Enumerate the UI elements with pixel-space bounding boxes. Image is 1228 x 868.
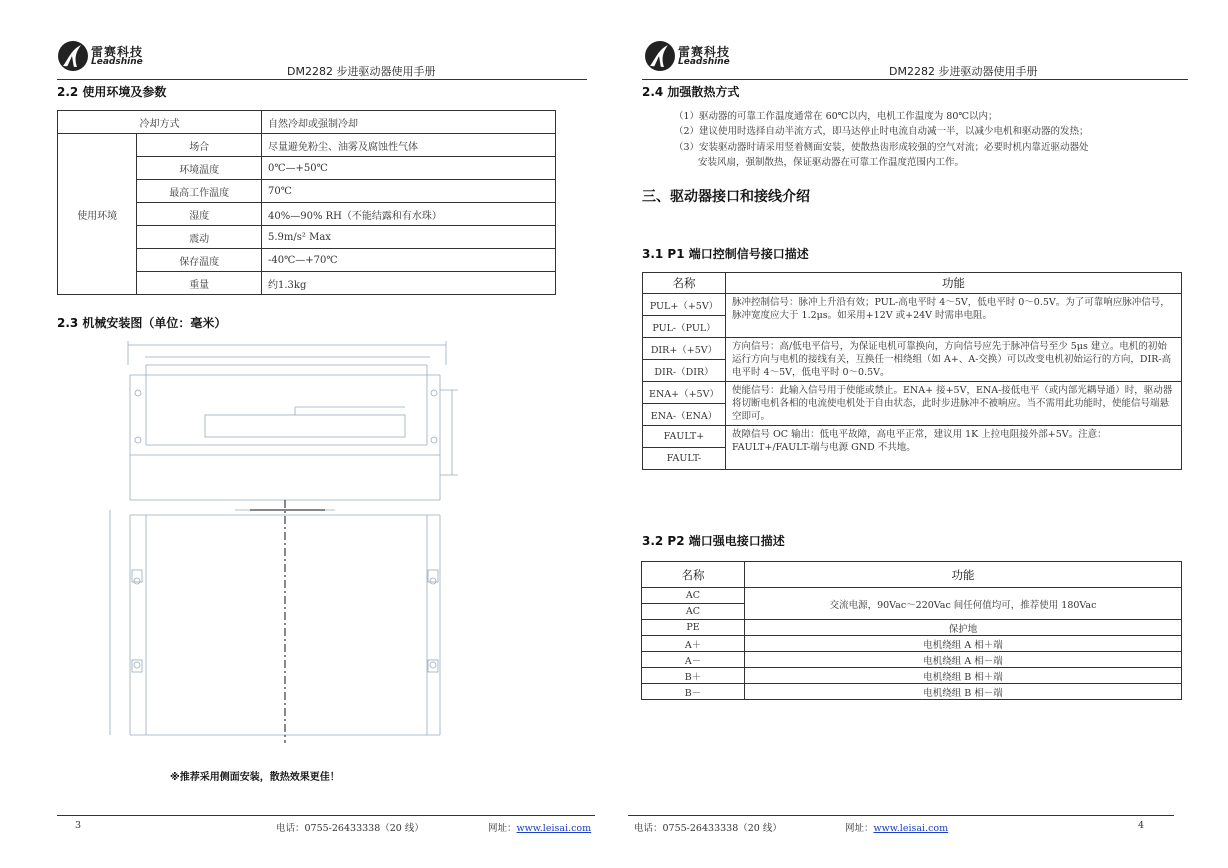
terminal-function: 电机绕组 A 相＋端 bbox=[745, 636, 1182, 652]
cooling-label: 冷却方式 bbox=[58, 111, 262, 134]
logo-english: Leadshine bbox=[678, 56, 730, 67]
table-row bbox=[643, 294, 1182, 316]
terminal-function: 电机绕组 B 相－端 bbox=[745, 684, 1182, 700]
table-row bbox=[642, 588, 1182, 604]
cooling-tip: 安装风扇，强制散热，保证驱动器在可靠工作温度范围内工作。 bbox=[698, 157, 965, 168]
signal-function: 使能信号：此输入信号用于使能或禁止。ENA+ 接+5V，ENA-接低电平（或内部光耦导通）时，驱动器将切断电机各相的电流使电机处于自由状态，此时步进脉冲不被响应。当不需用此功能时，使能信号端悬空即可。 bbox=[726, 382, 1182, 426]
footer-phone: 电话：0755-26433338（20 线） bbox=[276, 823, 424, 834]
leadshine-logo-icon bbox=[57, 40, 89, 72]
section-2-4-title: 2.4 加强散热方式 bbox=[642, 85, 740, 99]
signal-name: ENA+（+5V） bbox=[643, 382, 726, 404]
section-2-2-title: 2.2 使用环境及参数 bbox=[57, 85, 167, 99]
chapter-3-title: 三、驱动器接口和接线介绍 bbox=[642, 189, 810, 205]
signal-name: PUL-（PUL） bbox=[643, 316, 726, 338]
header-divider bbox=[57, 79, 587, 80]
table-row bbox=[642, 652, 1182, 668]
terminal-function: 电机绕组 B 相＋端 bbox=[745, 668, 1182, 684]
logo-chinese: 雷赛科技 bbox=[678, 44, 731, 59]
footer-web-link[interactable]: www.leisai.com bbox=[516, 823, 592, 834]
company-logo bbox=[57, 40, 143, 72]
terminal-name: AC bbox=[642, 588, 745, 604]
terminal-name: AC bbox=[642, 604, 745, 620]
terminal-name: B＋ bbox=[642, 668, 745, 684]
terminal-function: 交流电源，90Vac～220Vac 间任何值均可，推荐使用 180Vac bbox=[745, 588, 1182, 620]
signal-function: 方向信号：高/低电平信号，为保证电机可靠换向，方向信号应先于脉冲信号至少 5μs 建立。电机的初始运行方向与电机的接线有关，互换任一相绕组（如 A+、A-交换）可以改变电机初始运行的方向，DIR-高电平时 4～5V，低电平时 0～0.5V。 bbox=[726, 338, 1182, 382]
signal-name: ENA-（ENA） bbox=[643, 404, 726, 426]
footer-phone: 电话：0755-26433338（20 线） bbox=[634, 823, 782, 834]
table-row bbox=[58, 134, 556, 157]
doc-title: DM2282 步进驱动器使用手册 bbox=[287, 65, 436, 78]
env-row-value: 40%—90% RH（不能结露和有水珠） bbox=[262, 203, 556, 226]
leadshine-logo-icon bbox=[644, 40, 676, 72]
signal-name: FAULT+ bbox=[643, 426, 726, 448]
section-2-3-title: 2.3 机械安装图（单位：毫米） bbox=[57, 316, 227, 330]
env-row-label: 最高工作温度 bbox=[137, 180, 262, 203]
table-header-row bbox=[643, 273, 1182, 294]
cooling-tip: （1）驱动器的可靠工作温度通常在 60℃以内，电机工作温度为 80℃以内； bbox=[674, 111, 998, 122]
terminal-name: A－ bbox=[642, 652, 745, 668]
footer-web bbox=[488, 820, 591, 834]
col-name-header: 名称 bbox=[643, 273, 726, 294]
env-row-label: 保存温度 bbox=[137, 249, 262, 272]
col-name-header: 名称 bbox=[642, 562, 745, 588]
section-3-1-title: 3.1 P1 端口控制信号接口描述 bbox=[642, 247, 809, 261]
footer-web-label: 网址： bbox=[845, 823, 874, 834]
env-row-value: 尽量避免粉尘、油雾及腐蚀性气体 bbox=[262, 134, 556, 157]
page-number: 4 bbox=[1138, 820, 1145, 831]
table-row bbox=[58, 111, 556, 134]
env-row-value: 70℃ bbox=[262, 180, 556, 203]
footer-divider bbox=[628, 815, 1174, 816]
footer-web-label: 网址： bbox=[488, 823, 517, 834]
logo-chinese: 雷赛科技 bbox=[91, 44, 144, 59]
p1-signal-table bbox=[642, 272, 1182, 470]
cooling-tip: （2）建议使用时选择自动半流方式，即马达停止时电流自动减一半，以减少电机和驱动器的发热； bbox=[674, 126, 1089, 137]
header-divider bbox=[642, 79, 1188, 80]
table-row bbox=[642, 684, 1182, 700]
section-3-2-title: 3.2 P2 端口强电接口描述 bbox=[642, 534, 785, 548]
env-row-label: 震动 bbox=[137, 226, 262, 249]
page-number: 3 bbox=[75, 820, 82, 831]
env-row-value: -40℃—+70℃ bbox=[262, 249, 556, 272]
table-row bbox=[643, 382, 1182, 404]
signal-name: DIR-（DIR） bbox=[643, 360, 726, 382]
env-row-value: 0℃—+50℃ bbox=[262, 157, 556, 180]
table-row bbox=[643, 338, 1182, 360]
signal-function: 脉冲控制信号：脉冲上升沿有效；PUL-高电平时 4～5V，低电平时 0～0.5V。为了可靠响应脉冲信号，脉冲宽度应大于 1.2μs。如采用+12V 或+24V 时需串电阻。 bbox=[726, 294, 1182, 338]
table-row bbox=[642, 620, 1182, 636]
env-row-label: 环境温度 bbox=[137, 157, 262, 180]
terminal-function: 电机绕组 A 相－端 bbox=[745, 652, 1182, 668]
terminal-name: PE bbox=[642, 620, 745, 636]
table-header-row bbox=[642, 562, 1182, 588]
footer-web bbox=[845, 820, 948, 834]
col-func-header: 功能 bbox=[726, 273, 1182, 294]
signal-name: PUL+（+5V） bbox=[643, 294, 726, 316]
table-row bbox=[643, 426, 1182, 448]
terminal-name: B－ bbox=[642, 684, 745, 700]
doc-title: DM2282 步进驱动器使用手册 bbox=[889, 65, 1038, 78]
cooling-tip: （3）安装驱动器时请采用竖着侧面安装，使散热齿形成较强的空气对流；必要时机内靠近驱动器处 bbox=[674, 142, 1089, 153]
company-logo bbox=[644, 40, 730, 72]
footer-divider bbox=[57, 815, 595, 816]
terminal-name: A＋ bbox=[642, 636, 745, 652]
p2-power-table bbox=[641, 561, 1182, 700]
footer-web-link[interactable]: www.leisai.com bbox=[873, 823, 949, 834]
signal-name: DIR+（+5V） bbox=[643, 338, 726, 360]
env-row-value: 约1.3kg bbox=[262, 272, 556, 295]
environment-table bbox=[57, 110, 556, 295]
terminal-function: 保护地 bbox=[745, 620, 1182, 636]
mechanical-drawing bbox=[100, 335, 470, 755]
group-label: 使用环境 bbox=[58, 134, 137, 295]
cooling-value: 自然冷却或强制冷却 bbox=[262, 111, 556, 134]
env-row-label: 湿度 bbox=[137, 203, 262, 226]
signal-function: 故障信号 OC 输出：低电平故障，高电平正常，建议用 1K 上拉电阻接外部+5V。注意：FAULT+/FAULT-端与电源 GND 不共地。 bbox=[726, 426, 1182, 470]
col-func-header: 功能 bbox=[745, 562, 1182, 588]
env-row-value: 5.9m/s² Max bbox=[262, 226, 556, 249]
table-row bbox=[642, 636, 1182, 652]
install-note: ※推荐采用侧面安装，散热效果更佳！ bbox=[170, 772, 340, 783]
env-row-label: 重量 bbox=[137, 272, 262, 295]
table-row bbox=[642, 668, 1182, 684]
logo-english: Leadshine bbox=[91, 56, 143, 67]
env-row-label: 场合 bbox=[137, 134, 262, 157]
signal-name: FAULT- bbox=[643, 448, 726, 470]
